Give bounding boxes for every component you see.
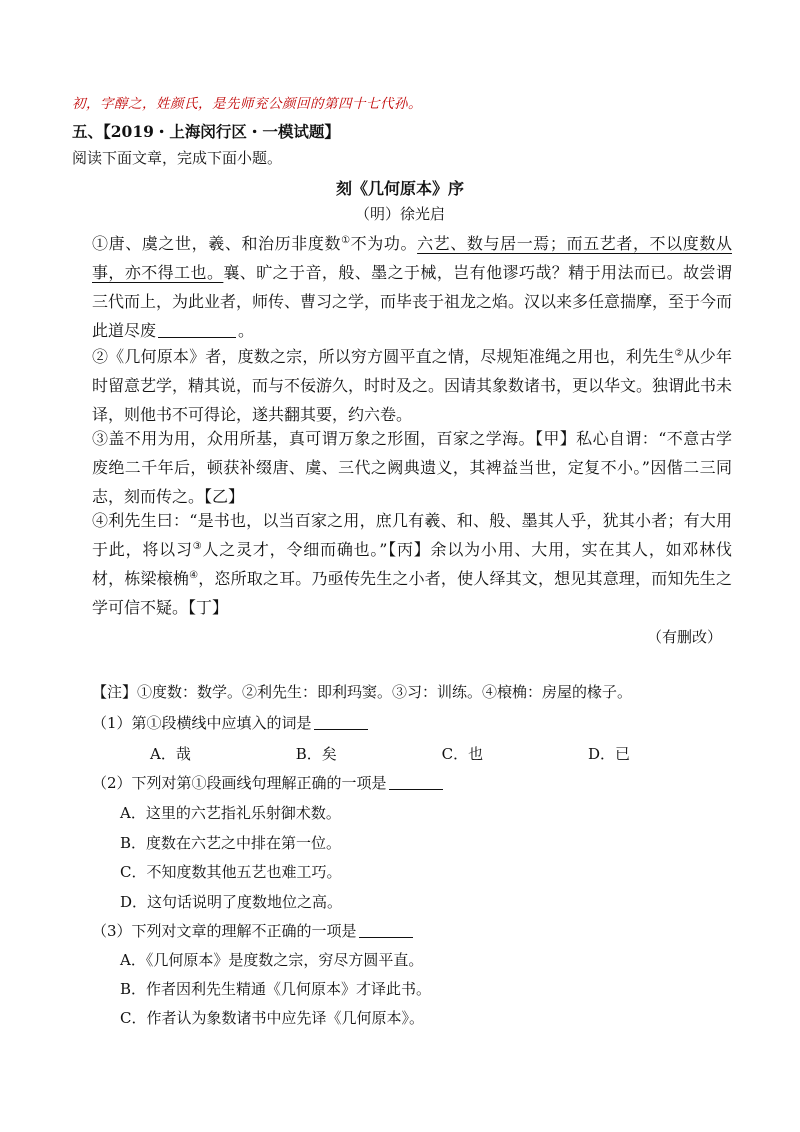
option-c: C．也	[441, 745, 484, 763]
p1-end: 。	[238, 321, 255, 340]
article-author: （明）徐光启	[354, 205, 445, 223]
p4-rest: ，恣所取之耳。乃亟传先生之小者，使人绎其文，想见其意理，而知先生之学可信不疑。【丁】	[92, 569, 732, 617]
p4-mid: 人之灵才，令细而确也。”【丙】余以为小用、大用，实在其人，如邓林伐材，栋梁榱桷	[92, 540, 732, 588]
q2-option-b: B．度数在六艺之中排在第一位。	[120, 834, 342, 852]
answer-blank	[314, 715, 368, 730]
underlined-sentence: 六艺、数与居一焉；而五艺者，不以度数从事，亦不得工也。	[92, 234, 732, 282]
question-2-stem: （2）下列对第①段画线句理解正确的一项是	[92, 774, 387, 792]
question-2	[92, 772, 443, 793]
p2-start: ②《几何原本》者，度数之宗，所以穷方圆平直之情，尽规矩准绳之用也，利先生	[92, 347, 675, 366]
answer-blank	[359, 923, 413, 938]
q3-option-c: C．作者认为象数诸书中应先译《几何原本》。	[120, 1009, 424, 1027]
footnote-mark-1: ①	[341, 235, 351, 246]
question-1	[92, 712, 368, 733]
question-3	[92, 920, 413, 941]
question-1-options	[150, 743, 630, 764]
question-1-stem: （1）第①段横线中应填入的词是	[92, 714, 312, 732]
section-number: 五、	[72, 122, 104, 141]
q2-option-c: C．不知度数其他五艺也难工巧。	[120, 863, 342, 881]
q2-option-d: D．这句话说明了度数地位之高。	[120, 893, 343, 911]
instruction: 阅读下面文章，完成下面小题。	[72, 149, 283, 167]
answer-blank	[389, 775, 443, 790]
q3-option-b: B．作者因利先生精通《几何原本》才译此书。	[120, 980, 432, 998]
top-note: 初，字醇之，姓颜氏，是先师兖公颜回的第四十七代孙。	[72, 96, 422, 112]
p1-rest: 襄、旷之于音，般、墨之于械，岂有他谬巧哉？精于用法而已。故尝谓三代而上，为此业者，师传、曹习之学，而毕丧于祖龙之焰。汉以来多任意揣摩，至于今而此道尽废	[92, 263, 733, 340]
section-heading	[72, 120, 340, 142]
option-b: B．矣	[295, 745, 337, 763]
p4-start: ④利先生曰：“是书也，以当百家之用，庶几有羲、和、般、墨其人乎，犹其小者；有大用于此，将以习	[92, 511, 732, 559]
footnotes: 【注】①度数：数学。②利先生：即利玛窦。③习：训练。④榱桷：房屋的椽子。	[92, 683, 633, 701]
footnote-mark-2: ②	[674, 348, 684, 359]
section-source: 【2019・上海闵行区・一模试题】	[103, 122, 340, 141]
p1-after-sup: 不为功。	[350, 234, 418, 253]
q3-option-a: A．《几何原本》是度数之宗，穷尽方圆平直。	[120, 951, 424, 969]
p1-start: ①唐、虞之世，羲、和治历非度数	[92, 234, 342, 253]
article-title: 刻《几何原本》序	[335, 179, 464, 198]
q2-option-a: A．这里的六艺指礼乐射御术数。	[120, 804, 341, 822]
paragraph-1	[92, 229, 732, 345]
footnote-mark-3: ③	[192, 541, 203, 552]
fill-blank	[158, 321, 236, 338]
option-a: A．哉	[150, 745, 191, 763]
footnote-mark-4: ④	[189, 570, 199, 581]
revised-note: （有删改）	[646, 628, 722, 646]
option-d: D．已	[587, 745, 630, 763]
question-3-stem: （3）下列对文章的理解不正确的一项是	[92, 922, 357, 940]
paragraph-3: ③盖不用为用，众用所基，真可谓万象之形囿，百家之学海。【甲】私心自谓：“不意古学废绝二千年后，顿获补缀唐、虞、三代之阙典遗义，其裨益当世，定复不小。”因偕二三同志，刻而传之。【乙】	[92, 429, 732, 506]
p2-rest: 从少年时留意艺学，精其说，而与不佞游久，时时及之。因请其象数诸书，更以华文。独谓此书未译，则他书不可得论，遂共翻其要，约六卷。	[92, 347, 733, 424]
paragraph-4	[92, 506, 732, 622]
paragraph-2	[92, 342, 732, 429]
